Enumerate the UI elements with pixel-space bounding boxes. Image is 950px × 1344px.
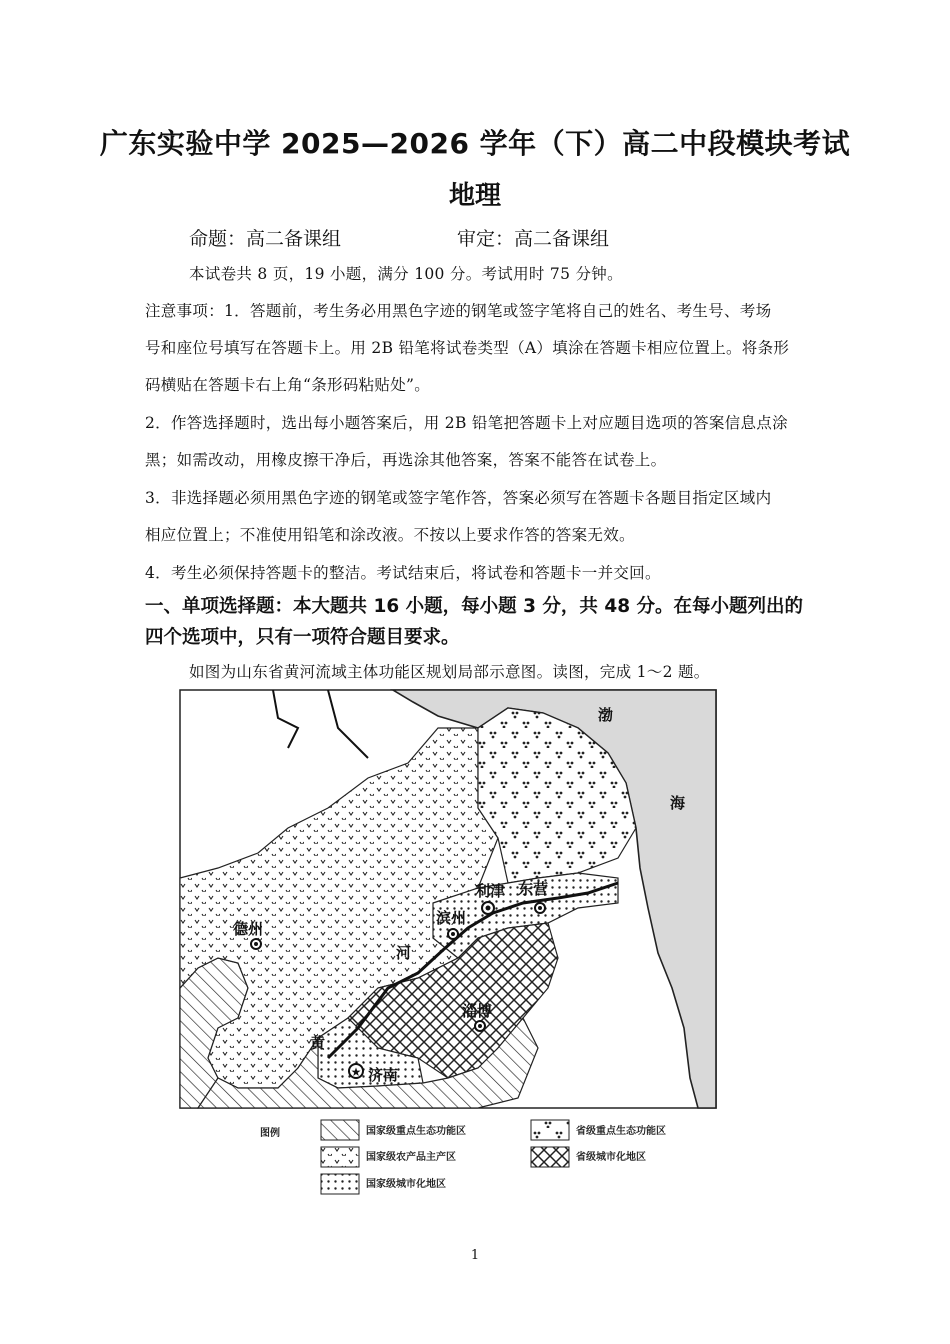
sea-label: 海	[670, 794, 686, 812]
legend-provincial-urban: 省级城市化地区	[576, 1152, 646, 1163]
svg-text:利津: 利津	[475, 882, 506, 900]
svg-text:德州: 德州	[233, 920, 264, 938]
sea-label: 渤	[598, 706, 614, 724]
section-heading: 四个选项中，只有一项符合题目要求。	[145, 627, 460, 648]
note-line: 注意事项：1．答题前，考生务必用黑色字迹的钢笔或签字笔将自己的姓名、考生号、考场	[145, 302, 772, 320]
legend-provincial-eco: 省级重点生态功能区	[576, 1126, 666, 1137]
svg-text:滨州: 滨州	[436, 909, 467, 927]
svg-text:★: ★	[350, 1065, 362, 1079]
svg-text:东营: 东营	[518, 880, 549, 898]
river-label: 河	[396, 944, 412, 962]
svg-text:淄博: 淄博	[462, 1002, 493, 1020]
section-heading: 一、单项选择题：本大题共 16 小题，每小题 3 分，共 48 分。在每小题列出的	[145, 596, 804, 617]
question-intro: 如图为山东省黄河流域主体功能区规划局部示意图。读图，完成 1～2 题。	[189, 663, 710, 681]
legend-national-agri: 国家级农产品主产区	[366, 1152, 456, 1163]
legend-national-eco: 国家级重点生态功能区	[366, 1126, 466, 1137]
yellow-river-region-map	[178, 688, 718, 1208]
map-legend	[260, 1120, 666, 1194]
proposer-line: 命题：高二备课组	[189, 228, 342, 250]
legend-title: 图例	[260, 1128, 280, 1139]
exam-title: 广东实验中学 2025—2026 学年（下）高二中段模块考试	[99, 127, 851, 160]
page-number: 1	[470, 1248, 480, 1263]
note-line: 4．考生必须保持答题卡的整洁。考试结束后，将试卷和答题卡一并交回。	[145, 564, 661, 582]
svg-text:济南: 济南	[368, 1066, 399, 1084]
note-line: 黑；如需改动，用橡皮擦干净后，再选涂其他答案，答案不能答在试卷上。	[145, 451, 667, 469]
note-line: 相应位置上；不准使用铅笔和涂改液。不按以上要求作答的答案无效。	[145, 526, 635, 544]
note-line: 3．非选择题必须用黑色字迹的钢笔或签字笔作答，答案必须写在答题卡各题目指定区域内	[145, 489, 772, 507]
note-line: 码横贴在答题卡右上角“条形码粘贴处”。	[145, 376, 431, 394]
note-line: 号和座位号填写在答题卡上。用 2B 铅笔将试卷类型（A）填涂在答题卡相应位置上。将条形	[145, 339, 790, 357]
intro-line: 本试卷共 8 页，19 小题，满分 100 分。考试用时 75 分钟。	[189, 265, 623, 283]
legend-national-urban: 国家级城市化地区	[366, 1179, 446, 1190]
exam-subject: 地理	[448, 181, 501, 211]
note-line: 2．作答选择题时，选出每小题答案后，用 2B 铅笔把答题卡上对应题目选项的答案信息点涂	[145, 414, 788, 432]
reviewer-line: 审定：高二备课组	[457, 228, 610, 250]
river-label: 黄	[310, 1034, 326, 1052]
